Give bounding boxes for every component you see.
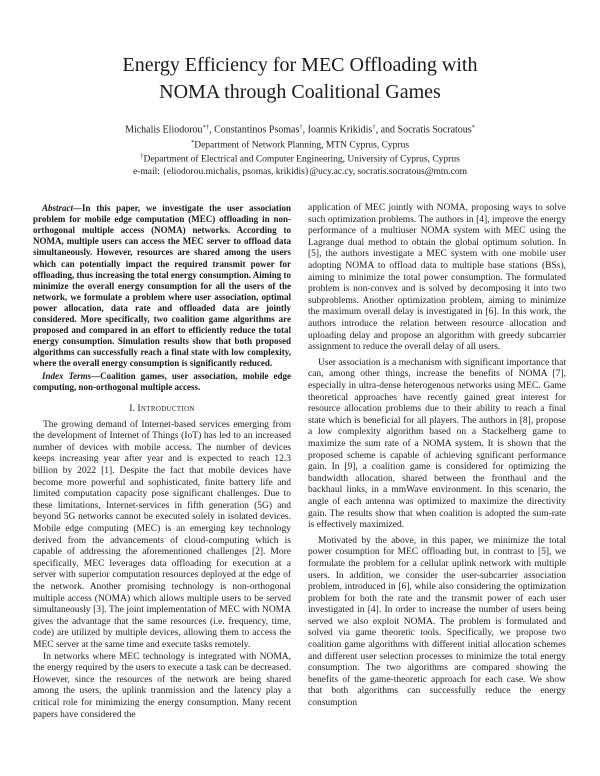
right-column	[308, 203, 566, 721]
two-column-body	[33, 203, 567, 721]
author-superscript: *	[471, 124, 475, 131]
author-superscript: †	[299, 124, 303, 131]
affiliation-line-1	[0, 137, 600, 152]
affiliation-line-2	[0, 151, 600, 166]
author-superscript: †	[372, 124, 376, 131]
abstract-text: In this paper, we investigate the user association problem for mobile edge computation (MEC) offloading in non-orthogonal multiple access (NOMA) networks. According to NOMA, multiple users can access the MEC server to offload data simultaneously. However, resources are shared among the users which can potentially impact the required transmit power for offloading, thus increasing the total energy consumption. Aiming to minimize the overall energy consumption for all the users of the network, we formulate a problem where user association, optimal power allocation, data rate and offloaded data are jointly considered. More specifically, two coalition game algorithms are proposed and compared in an effort to efficiently reduce the total energy consumption. Simulation results show that both proposed algorithms can successfully reach a final state with low complexity, where the overall energy consumption is significantly reduced.	[33, 203, 291, 369]
section-number: I.	[129, 402, 135, 414]
email-line: e-mail: {eliodorou.michalis, psomas, krikidis}@ucy.ac.cy, socratis.socratous@mtn.com	[132, 166, 468, 177]
section-title: Introduction	[137, 402, 195, 414]
affiliation-text: Department of Electrical and Computer Engineering, University of Cyprus, Cyprus	[143, 154, 460, 165]
author-name: , Ioannis Krikidis	[302, 124, 373, 136]
paper-title-line-1: Energy Efficiency for MEC Offloading with	[122, 54, 478, 76]
section-heading-introduction	[33, 403, 291, 414]
intro-paragraph-3: User association is a mechanism with significant importance that can, among other things, increase the benefits of NOMA [7], especially in ultra-dense heterogenous networks using MEC. Game theoretical approaches have recently gained great interest for resource allocation problems due to their ability to reach a final state which is beneficial for all players. The authors in [8], propose a low complexity algorithm based on a Stackelberg game to maximize the sum rate of a NOMA system. It is shown that the proposed scheme is capable of achieving sgnificant performance gain. In [9], a coalition game is considered for optimizing the bandwidth allocation, shared between the fronthaul and the backhaul links, in a mmWave environment. In this scenario, the angle of each antenna was optimized to maximize the directivity gain. The results show that when coalition is adopted the sum-rate is effectively maximized.	[308, 357, 566, 531]
paper-title-line-2: NOMA through Coalitional Games	[159, 81, 441, 103]
affiliation-superscript: *	[190, 138, 195, 146]
affiliation-superscript: †	[140, 153, 144, 161]
index-terms-text: Coalition games, user association, mobile edge computing, non-orthogonal multiple access.	[33, 370, 291, 392]
author-name: , Constantinos Psomas	[209, 124, 300, 136]
author-name: , and Socratis Socratous	[375, 124, 472, 136]
author-name: Michalis Eliodorou	[125, 124, 203, 136]
abstract-label: Abstract—	[42, 203, 83, 214]
index-terms-label: Index Terms—	[42, 370, 101, 381]
author-superscript: *†	[202, 124, 210, 131]
affiliation-text: Department of Network Planning, MTN Cyprus, Cyprus	[194, 140, 410, 150]
paper-title	[0, 52, 600, 106]
intro-paragraph-1: The growing demand of Internet-based services emerging from the development of Internet of Things (IoT) has led to an increased number of devices with mobile access. The number of devices keeps increasing year after year and is expected to reach 12.3 billion by 2022 [1]. Despite the fact that mobile devices have become more powerful and sophisticated, finite battery life and limited computation capacity pose significant challenges. Due to these limitations, Internet-services in fifth generation (5G) and beyond 5G networks cannot be executed solely in isolated devices. Mobile edge computing (MEC) is an emerging key technology derived from the advancements of cloud-computing which is capable of addressing the aforementioned challenges [2]. More specifically, MEC leverages data offloading for execution at a server with superior computation resources deployed at the edge of the network. Another promising technology is non-orthogonal multiple access (NOMA) which allows multiple users to be served simultaneously [3]. The joint implementation of MEC with NOMA gives the advantage that the same resources (i.e. frequency, time, code) are utilized by multiple devices, allowing them to access the MEC server at the same time and execute tasks remotely.	[33, 419, 291, 650]
intro-paragraph-4: Motivated by the above, in this paper, we minimize the total power cosumption for MEC offloading but, in contrast to [5], we formulate the problem for a cellular uplink network with multiple users. In addition, we consider the user-subcarrier association problem, introduced in [6], while also considering the optimization problem for both the rate and the transmit power of each user investigated in [4]. In order to increase the number of users being served we also exploit NOMA. The problem is formulated and solved via game theoretic tools. Specifically, we propose two coalition game algorithms with different initial allocation schemes and different user selection processes to minimize the total energy consumption. The two algorithms are compared showing the benefits of the game-theoretic approach for each case. We show that both algorithms can successfully reduce the energy consumption	[308, 535, 566, 709]
intro-paragraph-2-continued: application of MEC jointly with NOMA, proposing ways to solve such optimization problems. The authors in [4], improve the energy performance of a multiuser NOMA system with MEC using the Lagrange dual method to obtain the global optimum solution. In [5], the authors investigate a MEC system with one mobile user adopting NOMA to offload data to multiple base stations (BSs), aiming to minimize the total power consumption. The formulated problem is non-convex and is solved by decomposing it into two subproblems. Another optimization problem, aiming to minimize the maximum overall delay is investigated in [6]. In this work, the authors introduce the relation between resource allocation and uploading delay and propose an algorithm with greedy subcarrier assignment to reduce the overall delay of all users.	[308, 203, 566, 353]
index-terms-paragraph	[33, 371, 291, 393]
authors-line	[0, 121, 600, 137]
left-column	[33, 203, 291, 721]
intro-paragraph-2: In networks where MEC technology is integrated with NOMA, the energy required by the users to execute a task can be decreased. However, since the resources of the network are being shared among the users, the uplink tranmission and the latency play a critical role for minimizing the energy consumption. Many recent papers have considered the	[33, 651, 291, 720]
abstract-paragraph	[33, 203, 291, 369]
